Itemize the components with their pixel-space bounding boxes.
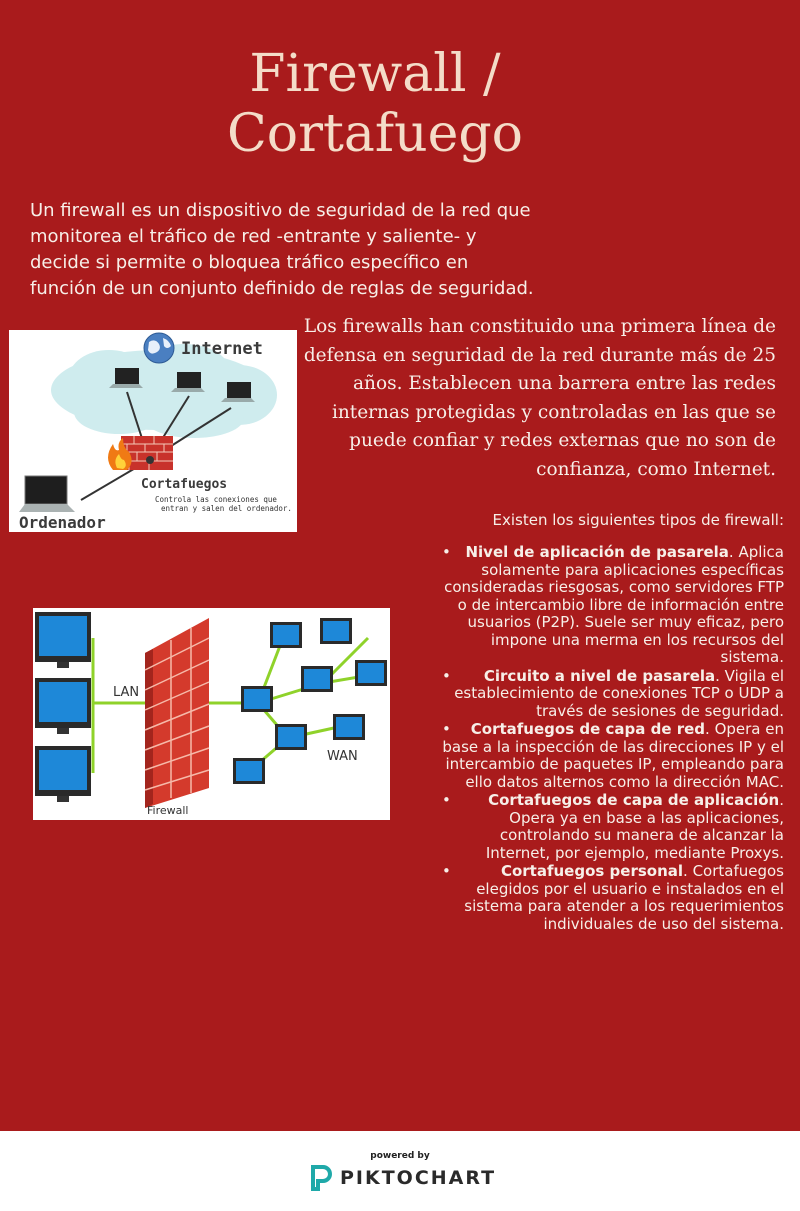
internet-label: Internet [181, 339, 263, 359]
piktochart-link[interactable] [310, 1163, 496, 1193]
bullet-icon: • [442, 543, 451, 561]
caption-line-2: entran y salen del ordenador. [161, 504, 292, 513]
powered-by-label: powered by [370, 1151, 430, 1161]
wan-monitor-icon [270, 622, 302, 648]
page-title [190, 44, 560, 164]
footer [0, 1131, 800, 1211]
intro-paragraph: Un firewall es un dispositivo de seguridad de la red que monitorea el tráfico de red -entrante y saliente- y decide si permite o bloquea tráfico específico en función de un conjunto definido de reglas de seguridad. [30, 200, 534, 299]
firewall-illustration-2 [33, 608, 390, 820]
list-item [438, 668, 784, 721]
firewall-types-list [438, 544, 784, 934]
lan-monitor-icon [35, 678, 91, 734]
ordenador-label: Ordenador [19, 513, 106, 532]
types-intro: Existen los siguientes tipos de firewall: [492, 511, 784, 529]
lan-monitor-icon [35, 746, 91, 802]
cortafuegos-label: Cortafuegos [141, 477, 228, 492]
type-description: . Opera ya en base a las aplicaciones, controlando su manera de alcanzar la Internet, por ejemplo, mediante Proxys. [485, 791, 784, 862]
firewall-illustration-1 [9, 330, 297, 532]
computer-icon [19, 476, 75, 512]
bullet-icon: • [442, 862, 451, 880]
piktochart-logo-icon [310, 1164, 332, 1192]
firewall-label: Firewall [147, 804, 189, 817]
piktochart-brand: PIKTOCHART [340, 1167, 497, 1189]
globe-icon [144, 333, 174, 363]
list-item [438, 721, 784, 791]
type-name: Nivel de aplicación de pasarela [465, 543, 729, 561]
type-description: . Vigila el establecimiento de conexiones TCP o UDP a través de sesiones de seguridad. [454, 666, 784, 720]
title-line-2: Cortafuego [227, 104, 523, 164]
bullet-icon: • [442, 720, 451, 738]
type-description: . Cortafuegos elegidos por el usuario e instalados en el sistema para atender a los requerimientos individuales de uso del sistema. [464, 862, 784, 933]
type-name: Cortafuegos de capa de aplicación [488, 791, 780, 809]
type-name: Circuito a nivel de pasarela [483, 666, 716, 685]
bullet-icon: • [442, 791, 451, 809]
caption-line-1: Controla las conexiones que [155, 495, 277, 504]
lan-label: LAN [113, 685, 140, 700]
wan-monitor-icon [275, 724, 307, 750]
wan-label: WAN [327, 749, 358, 764]
type-description: . Opera en base a la inspección de las direcciones IP y el intercambio de paquetes IP, empleando para ello datos alternos como la dirección MAC. [442, 720, 784, 791]
bullet-icon: • [442, 666, 451, 685]
type-name: Cortafuegos personal [500, 862, 684, 880]
wan-monitor-icon [241, 686, 273, 712]
wan-monitor-icon [355, 660, 387, 686]
wan-monitor-icon [233, 758, 265, 784]
wan-monitor-icon [333, 714, 365, 740]
title-line-1: Firewall / [249, 44, 501, 104]
history-paragraph: Los firewalls han constituido una primera línea de defensa en seguridad de la red durante más de 25 años. Establecen una barrera entre las redes internas protegidas y controladas en las que se puede confiar y redes externas que no son de confianza, como Internet. [303, 316, 776, 480]
list-item [438, 863, 784, 933]
list-item [438, 544, 784, 667]
type-name: Cortafuegos de capa de red [470, 720, 706, 738]
type-description: . Aplica solamente para aplicaciones específicas consideradas riesgosas, como servidores FTP o de intercambio libre de información entre usuarios (P2P). Suele ser muy eficaz, pero impone una merma en los recursos del sistema. [444, 543, 784, 666]
wan-monitor-icon [320, 618, 352, 644]
list-item [438, 792, 784, 862]
lan-monitor-icon [35, 612, 91, 668]
wan-monitor-icon [301, 666, 333, 692]
